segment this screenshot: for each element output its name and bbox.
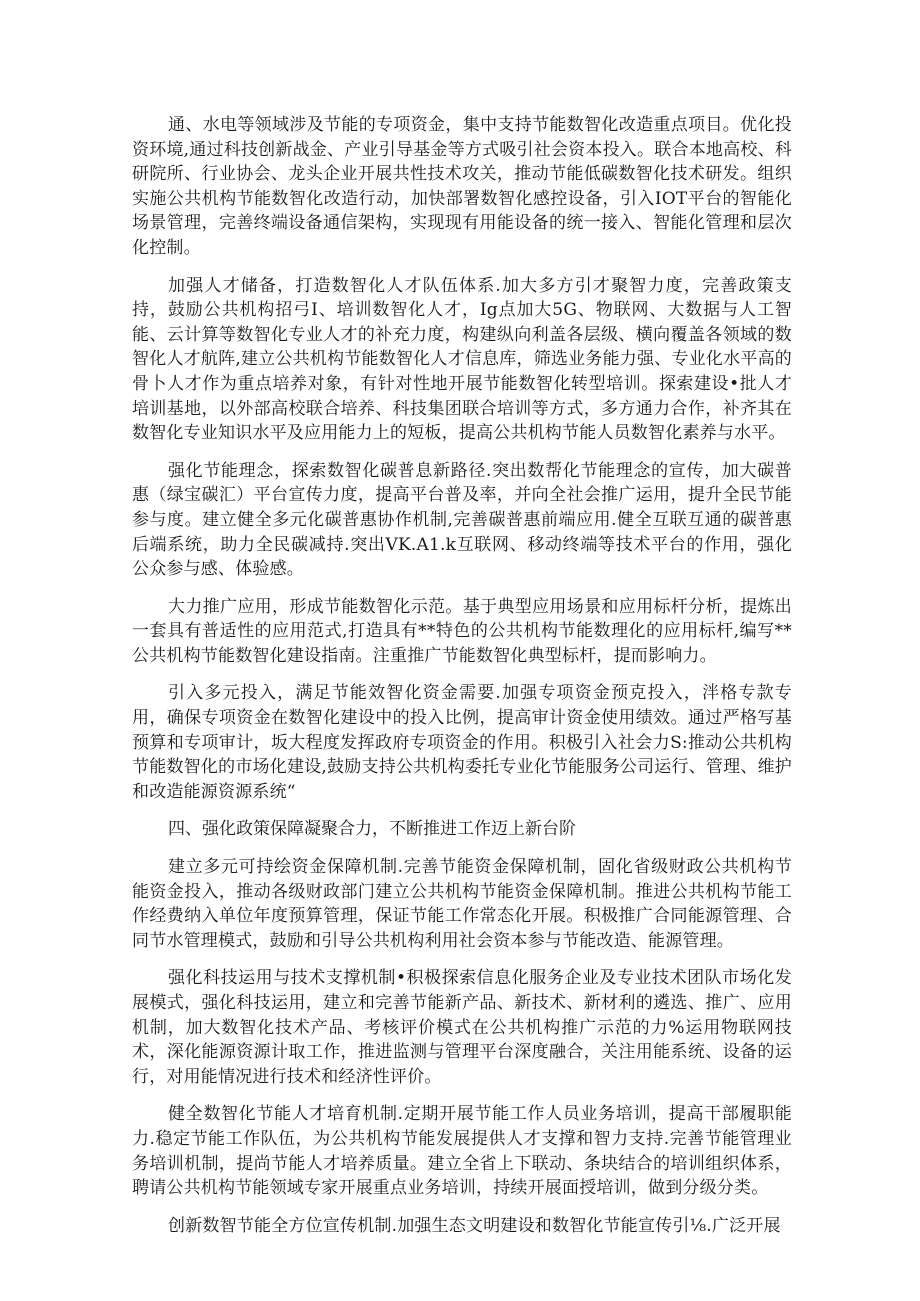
paragraph-publicity-mechanism: 创新数智节能全方位宣传机制.加强生态文明建设和数智化节能宣传引⅛.广泛开展 <box>168 1215 781 1236</box>
paragraph-promote-application: 大力推广应用，形成节能数智化示范。基于典型应用场景和应用标杆分析，提炼出一套具有普适性的应用范式,打造具有**特色的公共机构节能数理化的应用标杆,编写**公共机构节能数智化建设指南。注重推广节能数智化典型标杆，提而影响力。 <box>132 596 792 666</box>
paragraph-talent-reserve: 加强人才储备，打造数智化人才队伍体系.加大多方引才聚智力度，完善政策支持，鼓励公共机构招弓I、培训数智化人才，Ig点加大5G、物联网、大数据与人工智能、云计算等数智化专业人才的补充力度，构建纵向利盖各层级、横向覆盖各领域的数智化人才航阵,建立公共机构节能数智化人才信息库，筛选业务能力强、专业化水平高的骨卜人才作为重点培养对象，有针对性地开展节能数智化转型培训。探索建设•批人才培训基地，以外部高校联合培养、科技集团联合培训等方式，多方通力合作，补齐其在数智化专业知识水平及应用能力上的短板，提高公共机构节能人员数智化素养与水平。 <box>132 275 792 444</box>
paragraph-talent-mechanism: 健全数智化节能人才培育机制.定期开展节能工作人员业务培训，提高干部履职能力.稳定节能工作队伍，为公共机构节能发展提供人才支撑和智力支持.完善节能管理业务培训机制，提尚节能人才培养质量。建立全省上下联动、条块结合的培训组织体系，聘请公共机构节能领域专家开展重点业务培训，持续开展面授培训，做到分级分类。 <box>132 1104 792 1199</box>
document-body <box>132 113 792 1251</box>
section-heading: 四、强化政策保障凝聚合力，不断推进工作迈上新台阶 <box>168 819 576 840</box>
paragraph-energy-concept: 强化节能理念，探索数智化碳普息新路径.突出数帮化节能理念的宣传，加大碳普惠（绿宝碳汇）平台宣传力度，提高平台普及率，并向全社会推广运用，提升全民节能参与度。建立健全多元化碳普惠协作机制,完善碳普惠前端应用.健全互联互通的碳普惠后端系统，助力全民碳减持.突出VK.A1.k互联网、移动终端等技术平台的作用，强化公众参与感、体验感。 <box>132 460 792 580</box>
paragraph-multi-investment: 引入多元投入，满足节能效智化资金需要.加强专项资金预克投入，泮格专款专用，确保专项资金在数智化建设中的投入比例，提高审计资金使用绩效。通过严格写基预算和专项审计，坂大程度发挥政府专项资金的作用。积极引入社会力S:推动公共机构节能数智化的市场化建设,鼓励支持公共机构委托专业化节能服务公司运行、管理、维护和改造能源资源系统“ <box>132 683 792 802</box>
paragraph-technology-mechanism: 强化科技运用与技术支撑机制•积极探索信息化服务企业及专业技术团队市场化发展模式，强化科技运用，建立和完善节能新产品、新技术、新材利的遴选、推广、应用机制，加大数智化技术产品、考核评价模式在公共机构推广示范的力%运用物联网技术，深化能源资源计取工作，推进监测与管理平台深度融合，关注用能系统、设备的运行，对用能情况进行技术和经济性评价。 <box>132 968 792 1087</box>
paragraph-funding-mechanism: 建立多元可持绘资金保障机制.完善节能资金保障机制，固化省级财政公共机构节能资金投入，推动各级财政部门建立公共机构节能资金保障机制。推进公共机构节能工作经费纳入单位年度预算管理，保证节能工作常态化开展。积极推广合同能源管理、合同节水管理模式，鼓励和引导公共机构利用社会资本参与节能改造、能源管理。 <box>132 857 792 951</box>
paragraph-investment: 通、水电等领域涉及节能的专项资金，集中支持节能数智化改造重点项目。优化投资环境,通过科技创新战金、产业引导基金等方式吸引社会资本投入。联合本地高校、科研院所、行业协会、龙头企业开展共性技术攻关，推动节能低碳数智化技术研发。组织实施公共机构节能数智化改造行动，加快部署数智化感控设备，引入IOT平台的智能化场景管理，完善终端设备通信架构，实现现有用能设备的统一接入、智能化管理和层次化控制。 <box>132 115 792 258</box>
